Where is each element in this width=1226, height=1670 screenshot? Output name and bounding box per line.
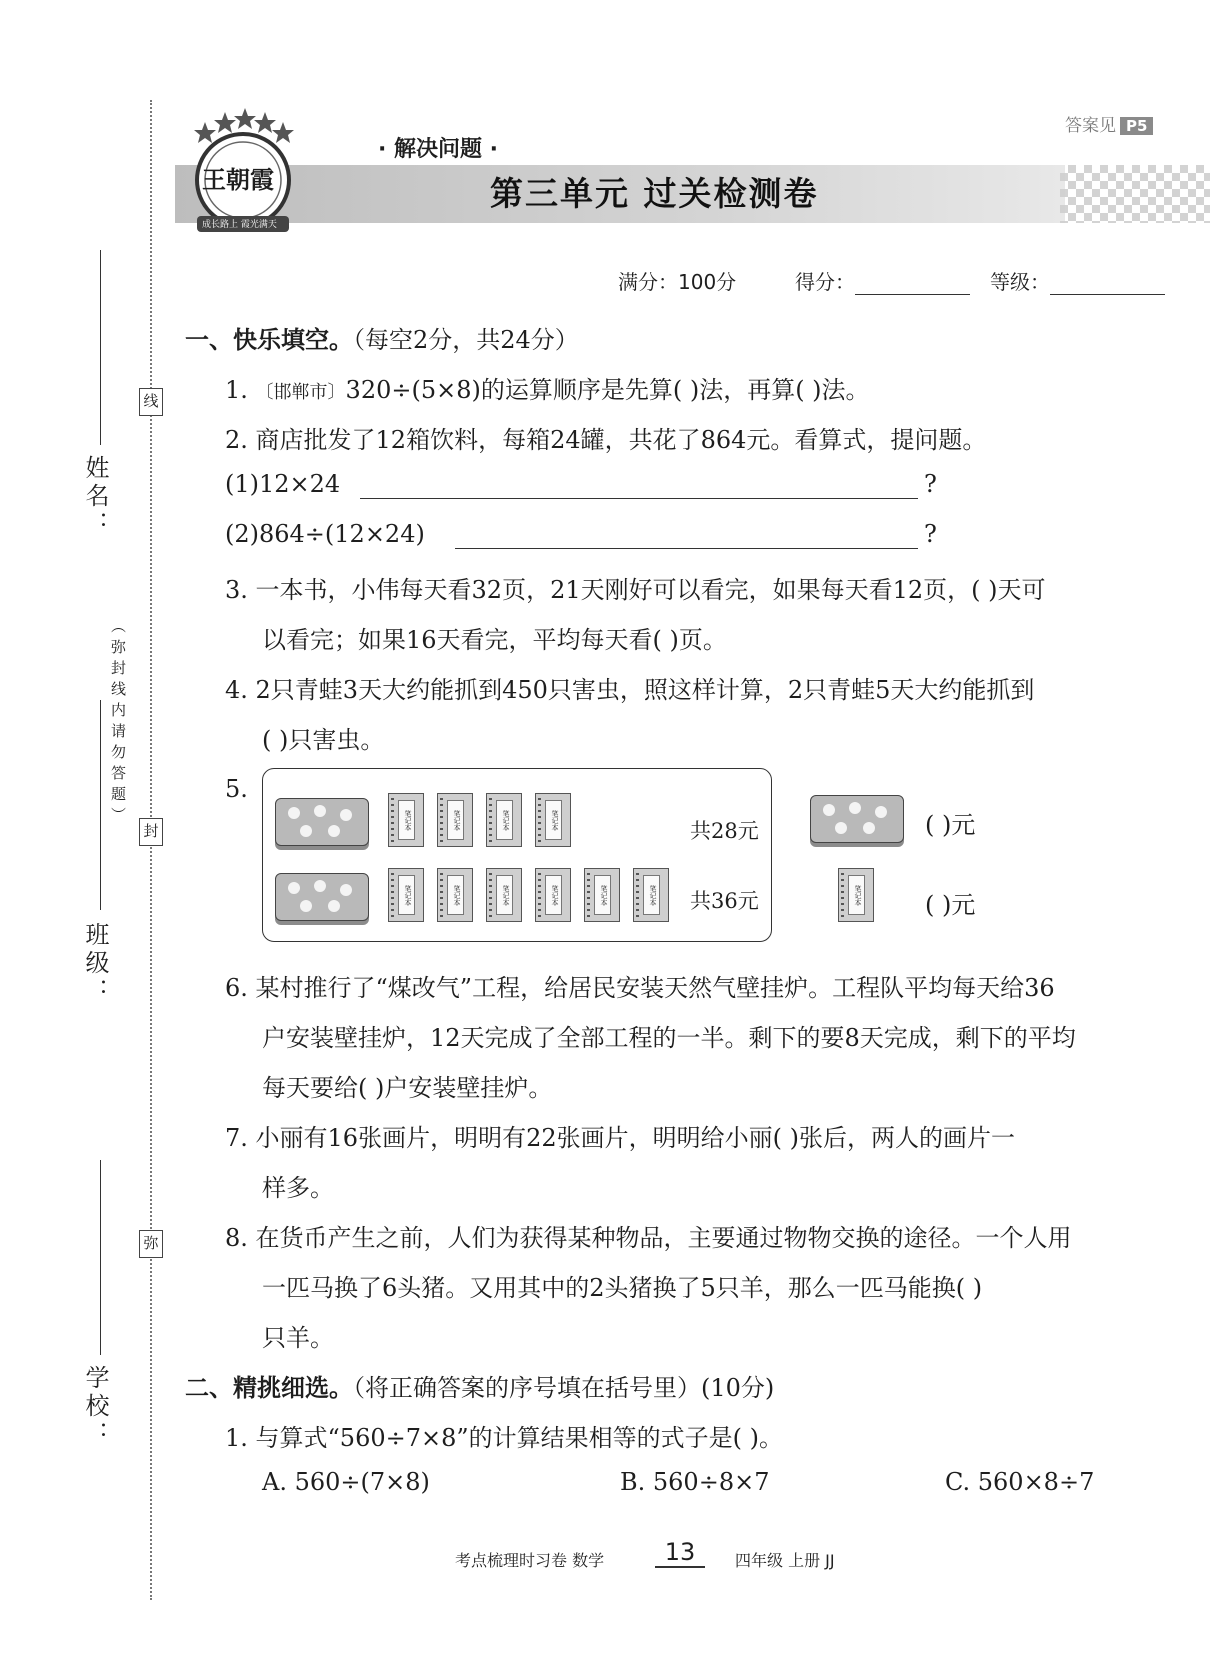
q5-answer-notebook[interactable]: ( )元 xyxy=(925,891,976,919)
option-c[interactable]: C. 560×8÷7 xyxy=(945,1468,1095,1496)
q5-row2-total: 共36元 xyxy=(690,889,759,913)
q1-region-tag: 〔邯郸市〕 xyxy=(255,382,346,403)
question-1-6-line2: 户安装壁挂炉，12天完成了全部工程的一半。剩下的要8天完成，剩下的平均 xyxy=(262,1024,1076,1052)
pencil-case-icon xyxy=(810,795,904,843)
name-label: 姓名： xyxy=(81,455,109,539)
q5-row1-total: 共28元 xyxy=(690,819,759,843)
answer-ref-page: P5 xyxy=(1120,117,1153,135)
question-1-8-line2: 一匹马换了6头猪。又用其中的2头猪换了5只羊，那么一匹马能换( ) xyxy=(262,1274,983,1302)
page-number: 13 xyxy=(655,1538,705,1568)
notebook-icon: 笔记本 xyxy=(838,868,874,922)
pencil-case-icon xyxy=(275,873,369,921)
grade-blank[interactable] xyxy=(1050,294,1165,295)
notebook-icon: 笔记本 xyxy=(486,868,522,922)
q2a-end: ? xyxy=(924,470,937,498)
score-blank[interactable] xyxy=(855,294,970,295)
grade-field xyxy=(990,266,1165,295)
seal-dotted-line xyxy=(150,100,152,1600)
question-1-1 xyxy=(225,370,870,405)
question-1-7-line2: 样多。 xyxy=(262,1174,334,1202)
q2b-end: ? xyxy=(924,520,937,548)
grade-label: 等级： xyxy=(990,270,1050,294)
seal-char-seal: 封 xyxy=(139,818,163,846)
q2-sub1 xyxy=(225,470,340,498)
name-line xyxy=(100,250,101,445)
section2-heading xyxy=(185,1368,774,1403)
question-2-1: 1. 与算式“560÷7×8”的计算结果相等的式子是( )。 xyxy=(225,1424,783,1452)
school-line xyxy=(100,1160,101,1355)
question-1-4-line2: ( )只害虫。 xyxy=(262,726,385,754)
notebook-icon: 笔记本 xyxy=(486,793,522,847)
option-a[interactable]: A. 560÷(7×8) xyxy=(262,1468,430,1496)
notebook-icon: 笔记本 xyxy=(437,868,473,922)
class-label: 班级： xyxy=(81,922,109,1006)
section1-note: （每空2分，共24分） xyxy=(353,326,579,354)
question-1-3-line2: 以看完；如果16天看完，平均每天看( )页。 xyxy=(262,626,727,654)
notebook-icon: 笔记本 xyxy=(388,793,424,847)
pencil-case-icon xyxy=(275,798,369,846)
class-line xyxy=(100,700,101,910)
seal-char-line: 线 xyxy=(139,388,163,416)
notebook-icon: 笔记本 xyxy=(535,868,571,922)
question-1-6-line3: 每天要给( )户安装壁挂炉。 xyxy=(262,1074,553,1102)
score-field xyxy=(795,266,970,295)
section1-title: 一、快乐填空。 xyxy=(185,326,353,354)
section2-note: （将正确答案的序号填在括号里）(10分) xyxy=(353,1374,775,1402)
q2a-label: (1)12×24 xyxy=(225,470,341,498)
brand-slogan: 成长路上 霞光满天 xyxy=(202,220,277,230)
subtitle: · 解决问题 · xyxy=(378,137,499,162)
answer-ref-label: 答案见 xyxy=(1065,116,1116,136)
question-1-4-line1: 4. 2只青蛙3天大约能抓到450只害虫，照这样计算，2只青蛙5天大约能抓到 xyxy=(225,676,1035,704)
score-label: 得分： xyxy=(795,270,855,294)
brand-name: 王朝霞 xyxy=(202,166,274,194)
page-title: 第三单元 过关检测卷 xyxy=(490,174,819,213)
section2-title: 二、精挑细选。 xyxy=(185,1374,353,1402)
question-1-6-line1: 6. 某村推行了“煤改气”工程，给居民安装天然气壁挂炉。工程队平均每天给36 xyxy=(225,974,1055,1002)
section1-heading xyxy=(185,320,579,355)
answer-reference xyxy=(1065,111,1153,136)
notebook-icon: 笔记本 xyxy=(388,868,424,922)
question-1-8-line3: 只羊。 xyxy=(262,1324,334,1352)
question-1-8-line1: 8. 在货币产生之前，人们为获得某种物品，主要通过物物交换的途径。一个人用 xyxy=(225,1224,1072,1252)
q5-answer-pencil-case[interactable]: ( )元 xyxy=(925,811,976,839)
seal-char-mi: 弥 xyxy=(139,1230,163,1258)
question-1-7-line1: 7. 小丽有16张画片，明明有22张画片，明明给小丽( )张后，两人的画片一 xyxy=(225,1124,1015,1152)
q2b-answer-line[interactable] xyxy=(455,548,918,549)
footer-right: 四年级 上册 JJ xyxy=(735,1551,835,1570)
notebook-icon: 笔记本 xyxy=(535,793,571,847)
notebook-icon: 笔记本 xyxy=(633,868,669,922)
notebook-icon: 笔记本 xyxy=(437,793,473,847)
q1-text: 320÷(5×8)的运算顺序是先算( )法，再算( )法。 xyxy=(345,376,870,404)
ribbon-checker-pattern xyxy=(1060,165,1210,223)
q1-number: 1. xyxy=(225,376,248,404)
school-label: 学校： xyxy=(81,1365,109,1449)
q2-sub2 xyxy=(225,520,425,548)
option-b[interactable]: B. 560÷8×7 xyxy=(620,1468,770,1496)
q2a-answer-line[interactable] xyxy=(360,498,918,499)
q2b-label: (2)864÷(12×24) xyxy=(225,520,425,548)
full-score: 满分：100分 xyxy=(618,270,737,294)
notebook-icon: 笔记本 xyxy=(584,868,620,922)
question-1-3-line1: 3. 一本书，小伟每天看32页，21天刚好可以看完，如果每天看12页，( )天可 xyxy=(225,576,1046,604)
q5-number: 5. xyxy=(225,775,248,803)
seal-note: （弥封线内请勿答题） xyxy=(109,618,127,828)
footer-left: 考点梳理时习卷 数学 xyxy=(455,1551,605,1570)
question-1-2: 2. 商店批发了12箱饮料，每箱24罐，共花了864元。看算式，提问题。 xyxy=(225,426,987,454)
